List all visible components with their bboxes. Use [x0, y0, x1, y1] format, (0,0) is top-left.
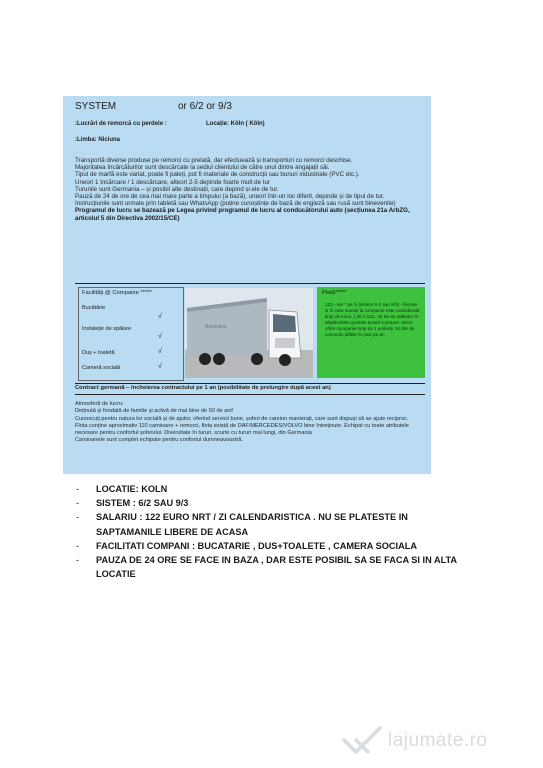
description-line: Majoritatea încărcăturilor sunt descărcate la sediul clientului de către unul dintre angajații săi. — [75, 164, 330, 172]
atmosphere-line: Flota conține aproximativ 110 camioane + remorci, flota există de DAF/MERCEDES/VOLVO bine întreținute. Echipat cu toate atributele necesare pentru confortul șoferului. Diversitate în tururi, scurte cu tururi mai lungi, din Germania — [75, 422, 409, 437]
facility-item: Bucătărie — [82, 305, 106, 311]
separator — [75, 394, 425, 395]
atmosphere-line: Camioanele sunt complet echipate pentru confortul dumneavoastră. — [75, 437, 243, 444]
truck-photo — [185, 288, 313, 378]
program-note: Programul de lucru se bazează pe Legea privind programul de lucru al conducătorului auto (secțiunea 21a ArbZG, articolul 5 din Directiva 2002/15/CE) — [75, 207, 410, 222]
description-line: Instrucțiunile sunt urmate prin tabletă sau WhatsApp (puține cunoștințe de bază de engleză sau rusă sunt binevenite) — [75, 200, 396, 208]
atmosphere-block — [75, 401, 420, 445]
atmosphere-line: Atmosferă de lucru: — [75, 401, 124, 407]
language-label: :Limba: Niciuna — [75, 137, 121, 143]
dash: - — [76, 512, 80, 523]
list-item — [76, 553, 476, 581]
description-line: Transportă diverse produse pe remorci cu prelată, dar efectuează și transporturi cu remorci deschise. — [75, 157, 353, 164]
dash: - — [76, 484, 80, 494]
dash: - — [76, 540, 80, 551]
system-options: or 6/2 or 9/3 — [178, 101, 232, 112]
location-label: Locație: Köln ( Köln) — [206, 121, 265, 127]
truck-text: Autotrans — [205, 324, 227, 330]
summary-list — [76, 482, 476, 581]
description-line: Tipul de marfă este variat, poate fi paleți, pot fi materiale de construcții sau bunuri industriale (PVC etc.). — [75, 171, 360, 179]
dash: - — [76, 498, 80, 509]
pay-title: Plată***** — [322, 290, 347, 296]
description-line: Turunile sunt Germania – și posibil alte destinații, care depind și ele de tur. — [75, 185, 279, 193]
list-item — [76, 510, 476, 538]
truck-illustration — [185, 288, 313, 378]
check-icon: √ — [158, 348, 162, 355]
work-type: :Lucrări de remorcă cu perdele : — [75, 121, 167, 127]
system-line — [75, 101, 232, 112]
separator — [75, 283, 425, 284]
dash: - — [76, 555, 80, 566]
list-item — [76, 482, 476, 496]
list-item-text: FACILITATI COMPANI : BUCATARIE , DUS+TOALETE , CAMERA SOCIALA — [96, 540, 417, 551]
check-icon: √ — [158, 363, 162, 370]
check-icon: √ — [158, 313, 162, 320]
list-item-text: SALARIU : 122 EURO NRT / ZI CALENDARISTICA . NU SE PLATESTE IN SAPTAMANILE LIBERE DE ACASA — [96, 512, 408, 537]
facility-item: Instalație de spălare — [82, 326, 132, 332]
check-icon: √ — [158, 333, 162, 340]
pay-text: 122,- net * pe zi (sistem 6-2 sau 9/3) - fiecare zi în care sunteți la companie este considerată timp de lucru. ( 30 x 122,- €) Nu se plătește în săptămânile gratuite acasă Contract: direct către companie timp de 1 an/lecții 18 zile de concediu plătite în plus pe an — [325, 302, 420, 338]
watermark-text: lajumate.ro — [388, 730, 488, 751]
contract-note: Contract germană – încheierea contractului pe 1 an (posibilitate de prelungire după acest an) — [75, 385, 331, 391]
atmosphere-line: Cunoscuți pentru natura lor socială și de ajutor, oferind servicii bune, șoferi de camion manierați, care sunt dispuși să se ajute reciproc. — [75, 415, 409, 422]
list-item-text: SISTEM : 6/2 SAU 9/3 — [96, 498, 189, 509]
description-block — [75, 157, 420, 222]
list-item-text: PAUZA DE 24 ORE SE FACE IN BAZA , DAR ESTE POSIBIL SA SE FACA SI IN ALTA LOCATIE — [96, 555, 457, 580]
facility-item: Duș + toaletă — [82, 350, 115, 356]
separator — [75, 383, 425, 384]
facility-item: Cameră socială — [82, 365, 121, 371]
description-line: Uneori 1 încărcare / 1 descărcare, alteori 2-5 depinde foarte mult de tur — [75, 178, 271, 186]
list-item — [76, 496, 476, 510]
list-item-text: LOCATIE: KOLN — [96, 484, 168, 494]
system-label: SYSTEM — [75, 101, 117, 112]
list-item — [76, 539, 476, 553]
description-line: Pauză de 24 de ore de cea mai mare parte a timpului (a bază), uneori într-un loc diferit, depinde și de tipul de tur. — [75, 193, 385, 201]
facilities-title: Facilități @ Companie ***** — [82, 290, 152, 296]
atmosphere-line: Deținută și fondată de familie și activă de mai bine de 50 de ani! — [75, 408, 234, 415]
